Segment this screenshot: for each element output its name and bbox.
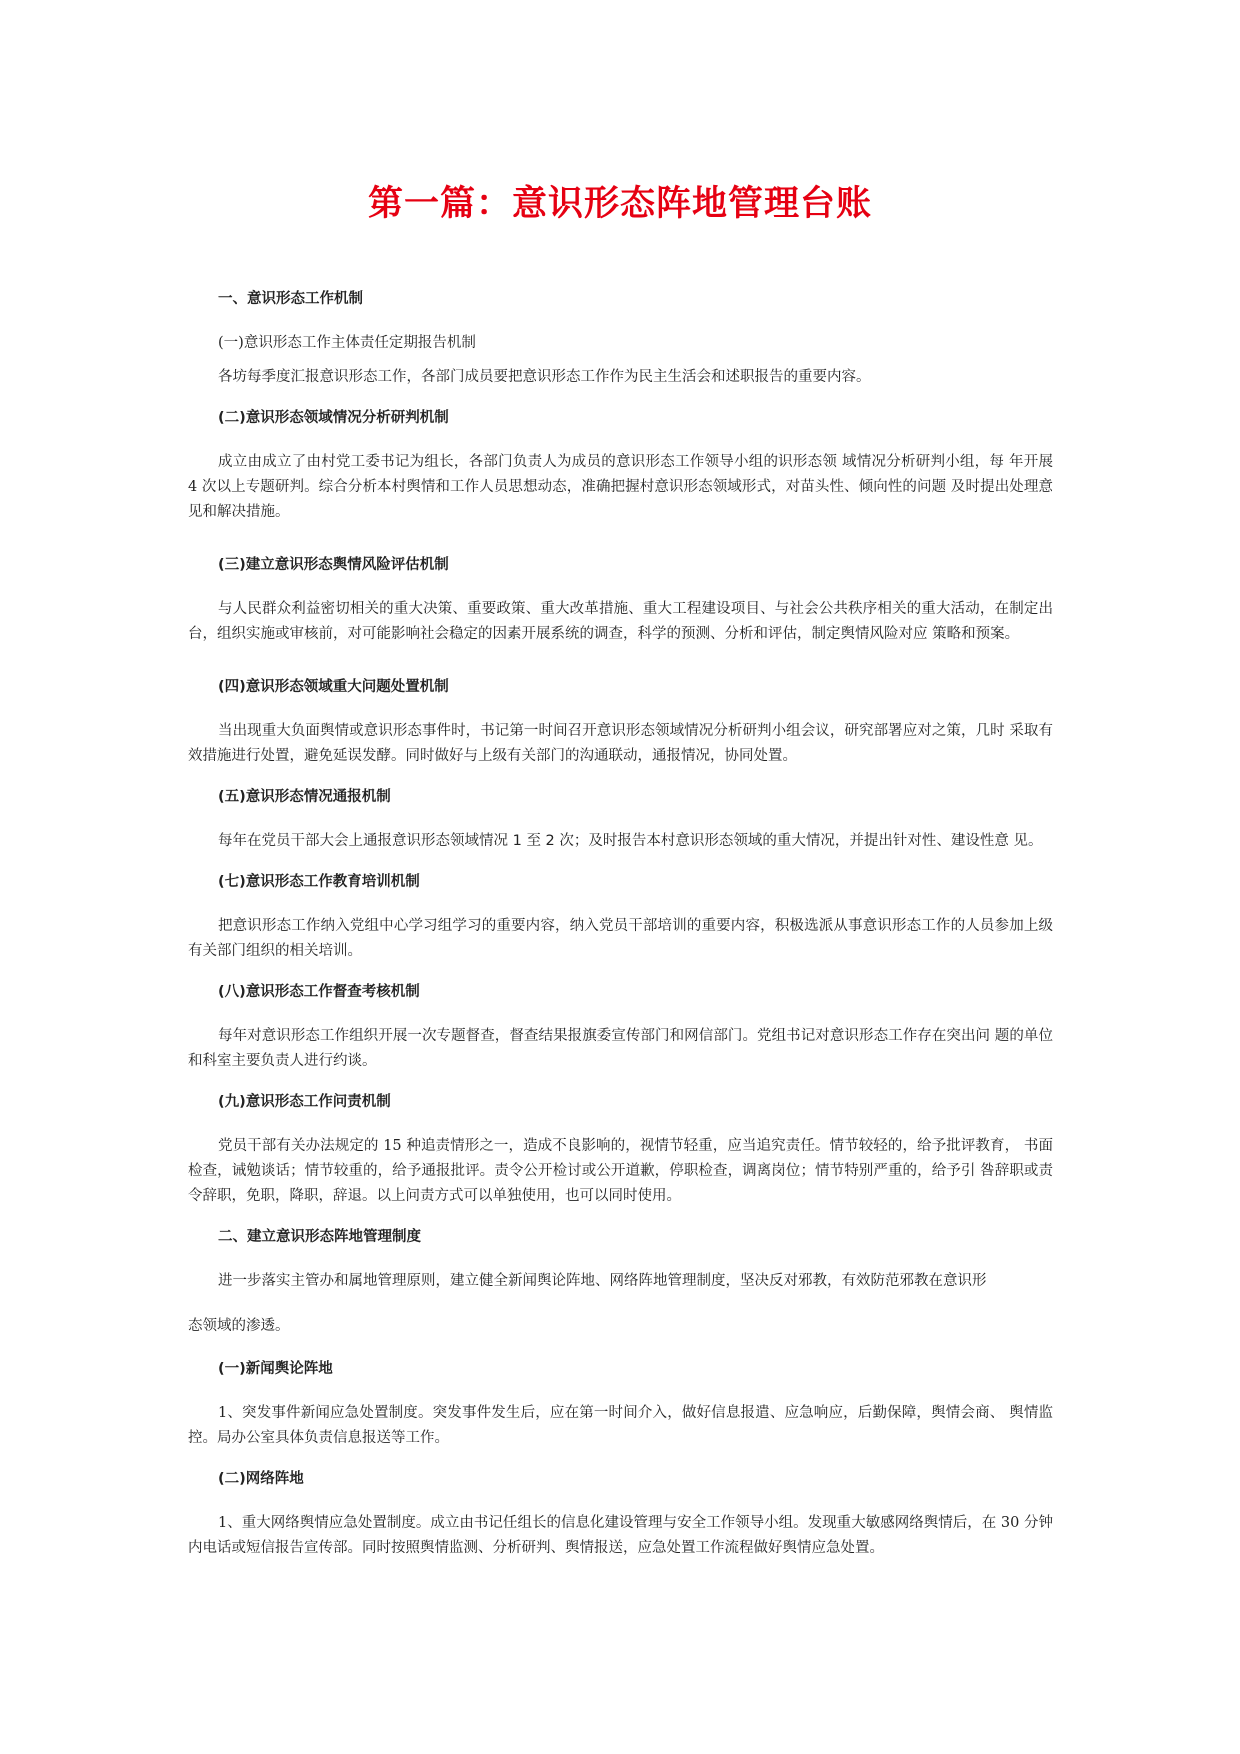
section-heading-mechanisms: 一、意识形态工作机制	[218, 291, 363, 307]
subheading-news-position: (一)新闻舆论阵地	[218, 1361, 333, 1377]
section-heading-position-management: 二、建立意识形态阵地管理制度	[218, 1229, 421, 1245]
subheading-notification: (五)意识形态情况通报机制	[218, 789, 391, 805]
subheading-analysis-mechanism: (二)意识形态领域情况分析研判机制	[218, 410, 449, 426]
document-body	[188, 289, 1053, 1579]
paragraph-notification: 每年在党员干部大会上通报意识形态领域情况 1 至 2 次；及时报告本村意识形态领域的重大情况，并提出针对性、建设性意 见。	[218, 833, 1043, 849]
paragraph-risk-assessment: 与人民群众利益密切相关的重大决策、重要政策、重大改革措施、重大工程建设项目、与社会公共秩序相关的重大活动，在制定出台，组织实施或审核前，对可能影响社会稳定的因素开展系统的调查，科学的预测、分析和评估，制定舆情风险对应 策略和预案。	[188, 601, 1053, 642]
paragraph-major-issue-handling: 当出现重大负面舆情或意识形态事件时，书记第一时间召开意识形态领域情况分析研判小组会议，研究部署应对之策，几时 采取有效措施进行处置，避免延误发酵。同时做好与上级有关部门的沟通联动，通报情况，协同处置。	[188, 723, 1053, 764]
paragraph-supervision: 每年对意识形态工作组织开展一次专题督查，督查结果报旗委宣传部门和网信部门。党组书记对意识形态工作存在突出问 题的单位和科室主要负责人进行约谈。	[188, 1028, 1053, 1069]
subheading-risk-assessment: (三)建立意识形态舆情风险评估机制	[218, 557, 449, 573]
document-title: 第一篇：意识形态阵地管理台账	[367, 184, 872, 224]
paragraph-analysis: 成立由成立了由村党工委书记为组长，各部门负责人为成员的意识形态工作领导小组的识形态领 域情况分析研判小组，每 年开展 4 次以上专题研判。综合分析本村舆情和工作人员思想动态，准确把握村意识形态领域形式，对苗头性、倾向性的问题 及时提出处理意见和解决措施。	[188, 454, 1053, 520]
subheading-network-position: (二)网络阵地	[218, 1471, 304, 1487]
paragraph-accountability: 党员干部有关办法规定的 15 种追责情形之一，造成不良影响的，视情节轻重，应当追究责任。情节较轻的，给予批评教育， 书面检查，诫勉谈话；情节较重的，给予通报批评。责令公开检讨或公开道歉，停职检查，调离岗位；情节特别严重的，给予引 咎辞职或责令辞职，免职，降职，辞退。以上问责方式可以单独使用，也可以同时使用。	[188, 1138, 1053, 1204]
paragraph-position-management-continued: 态领域的渗透。	[188, 1318, 290, 1334]
paragraph-network-position: 1、重大网络舆情应急处置制度。成立由书记任组长的信息化建设管理与安全工作领导小组。发现重大敏感网络舆情后，在 30 分钟内电话或短信报告宣传部。同时按照舆情监测、分析研判、舆情报送，应急处置工作流程做好舆情应急处置。	[188, 1515, 1053, 1556]
subheading-major-issue-handling: (四)意识形态领域重大问题处置机制	[218, 679, 449, 695]
subheading-reporting-mechanism: (一)意识形态工作主体责任定期报告机制	[218, 335, 476, 351]
paragraph-news-position: 1、突发事件新闻应急处置制度。突发事件发生后，应在第一时间介入，做好信息报遣、应急响应，后勤保障，舆情会商、 舆情监控。局办公室具体负责信息报送等工作。	[188, 1405, 1053, 1446]
subheading-accountability: (九)意识形态工作问责机制	[218, 1094, 391, 1110]
paragraph-training: 把意识形态工作纳入党组中心学习组学习的重要内容，纳入党员干部培训的重要内容，积极选派从事意识形态工作的人员参加上级有关部门组织的相关培训。	[188, 918, 1053, 959]
paragraph-reporting: 各坊每季度汇报意识形态工作，各部门成员要把意识形态工作作为民主生活会和述职报告的重要内容。	[218, 369, 871, 385]
subheading-supervision: (八)意识形态工作督查考核机制	[218, 984, 420, 1000]
paragraph-position-management: 进一步落实主管办和属地管理原则，建立健全新闻舆论阵地、网络阵地管理制度，坚决反对邪教，有效防范邪教在意识形	[218, 1273, 987, 1289]
subheading-training: (七)意识形态工作教育培训机制	[218, 874, 420, 890]
